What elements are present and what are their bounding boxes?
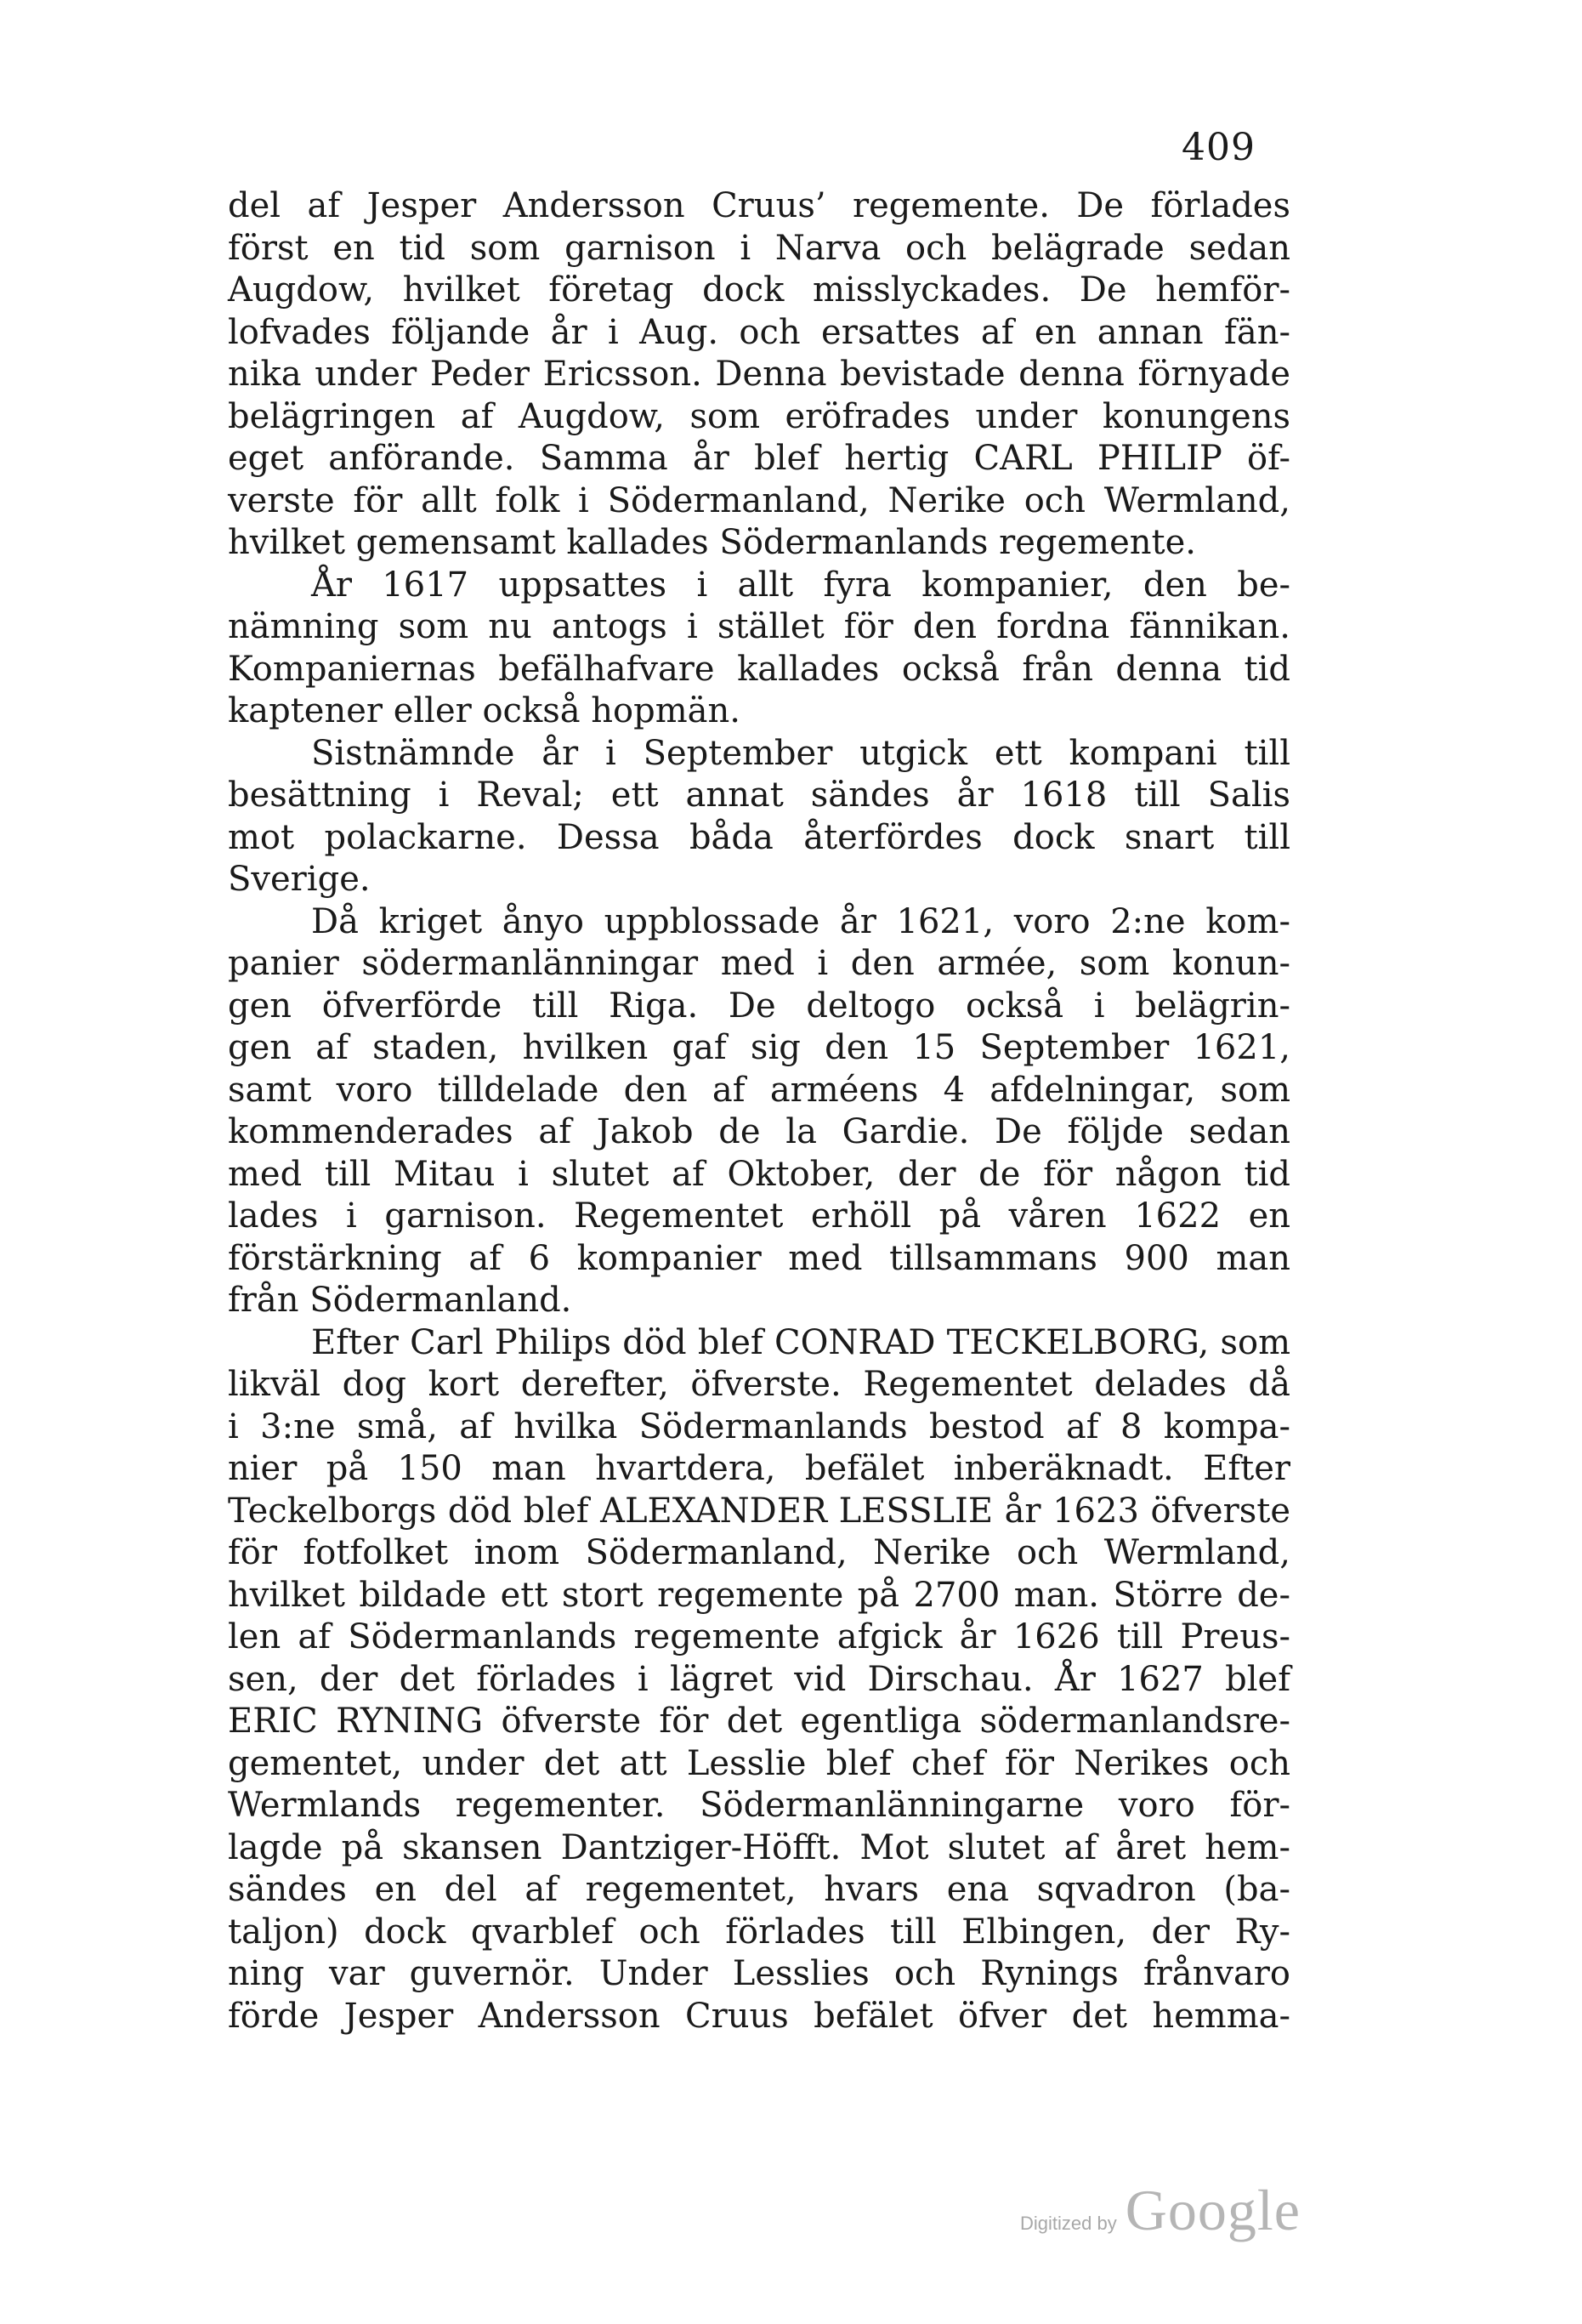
text-line: sändes en del af regementet, hvars ena sqvadron (ba- xyxy=(228,1870,1290,1909)
text-line: Sistnämnde år i September utgick ett kompani till xyxy=(311,733,1290,773)
text-line: ERIC RYNING öfverste för det egentliga södermanlandsre- xyxy=(228,1702,1290,1741)
text-line: Då kriget ånyo uppblossade år 1621, voro 2:ne kom- xyxy=(311,901,1290,941)
text-line: År 1617 uppsattes i allt fyra kompanier, den be- xyxy=(311,565,1290,605)
text-line: Kompaniernas befälhafvare kallades också från denna tid xyxy=(228,649,1290,689)
digitized-by-label: Digitized by xyxy=(1020,2213,1117,2234)
text-line: taljon) dock qvarblef och förlades till Elbingen, der Ry- xyxy=(228,1912,1290,1952)
text-line: förde Jesper Andersson Cruus befälet öfver det hemma- xyxy=(228,1996,1290,2036)
text-line: len af Södermanlands regemente afgick år 1626 till Preus- xyxy=(228,1617,1290,1656)
text-line: i 3:ne små, af hvilka Södermanlands bestod af 8 kompa- xyxy=(228,1406,1290,1446)
text-line: nämning som nu antogs i stället för den fordna fännikan. xyxy=(228,607,1290,646)
text-line: belägringen af Augdow, som eröfrades under konungens xyxy=(228,396,1290,436)
text-line: lades i garnison. Regementet erhöll på våren 1622 en xyxy=(228,1196,1290,1236)
text-line: sen, der det förlades i lägret vid Dirschau. År 1627 blef xyxy=(228,1659,1290,1699)
text-line: kaptener eller också hopmän. xyxy=(228,691,740,730)
text-line: Sverige. xyxy=(228,860,371,899)
text-line: ning var guvernör. Under Lesslies och Rynings frånvaro xyxy=(228,1954,1290,1993)
text-line: förstärkning af 6 kompanier med tillsammans 900 man xyxy=(228,1238,1290,1278)
text-line: från Södermanland. xyxy=(228,1281,572,1320)
page-number: 409 xyxy=(1182,126,1256,169)
digitization-watermark xyxy=(1020,2177,1301,2244)
text-line: hvilket gemensamt kallades Södermanlands regemente. xyxy=(228,523,1196,562)
text-line: likväl dog kort derefter, öfverste. Regementet delades då xyxy=(228,1365,1290,1404)
text-line: samt voro tilldelade den af arméens 4 afdelningar, som xyxy=(228,1070,1290,1110)
text-line: för fotfolket inom Södermanland, Nerike och Wermland, xyxy=(228,1533,1290,1572)
text-line: gen öfverförde till Riga. De deltogo också i belägrin- xyxy=(228,986,1290,1026)
text-line: Wermlands regementer. Södermanlänningarne voro för- xyxy=(228,1786,1290,1825)
text-line: med till Mitau i slutet af Oktober, der de för någon tid xyxy=(228,1154,1290,1194)
text-line: lofvades följande år i Aug. och ersattes af en annan fän- xyxy=(228,312,1290,352)
text-line: mot polackarne. Dessa båda återfördes dock snart till xyxy=(228,817,1290,857)
text-line: Teckelborgs död blef ALEXANDER LESSLIE år 1623 öfverste xyxy=(228,1491,1290,1531)
text-line: Augdow, hvilket företag dock misslyckades. De hemför- xyxy=(228,270,1290,310)
body-text xyxy=(228,185,1290,2037)
text-line: nier på 150 man hvartdera, befälet inberäknadt. Efter xyxy=(228,1449,1290,1488)
text-line: eget anförande. Samma år blef hertig CARL PHILIP öf- xyxy=(228,439,1290,478)
google-logo: Google xyxy=(1125,2178,1301,2242)
text-line: gementet, under det att Lesslie blef chef för Nerikes och xyxy=(228,1743,1290,1783)
text-line: del af Jesper Andersson Cruus’ regemente. De förlades xyxy=(228,186,1290,225)
text-line: hvilket bildade ett stort regemente på 2700 man. Större de- xyxy=(228,1575,1290,1615)
text-line: kommenderades af Jakob de la Gardie. De följde sedan xyxy=(228,1112,1290,1151)
text-line: lagde på skansen Dantziger-Höfft. Mot slutet af året hem- xyxy=(228,1827,1290,1867)
text-line: nika under Peder Ericsson. Denna bevistade denna förnyade xyxy=(228,355,1290,394)
text-line: Efter Carl Philips död blef CONRAD TECKELBORG, som xyxy=(311,1322,1290,1362)
text-line: panier södermanlänningar med i den armée, som konun- xyxy=(228,944,1290,983)
text-line: gen af staden, hvilken gaf sig den 15 September 1621, xyxy=(228,1028,1290,1067)
text-line: först en tid som garnison i Narva och belägrade sedan xyxy=(228,228,1290,268)
text-line: verste för allt folk i Södermanland, Nerike och Wermland, xyxy=(228,480,1290,520)
text-line: besättning i Reval; ett annat sändes år 1618 till Salis xyxy=(228,776,1290,815)
